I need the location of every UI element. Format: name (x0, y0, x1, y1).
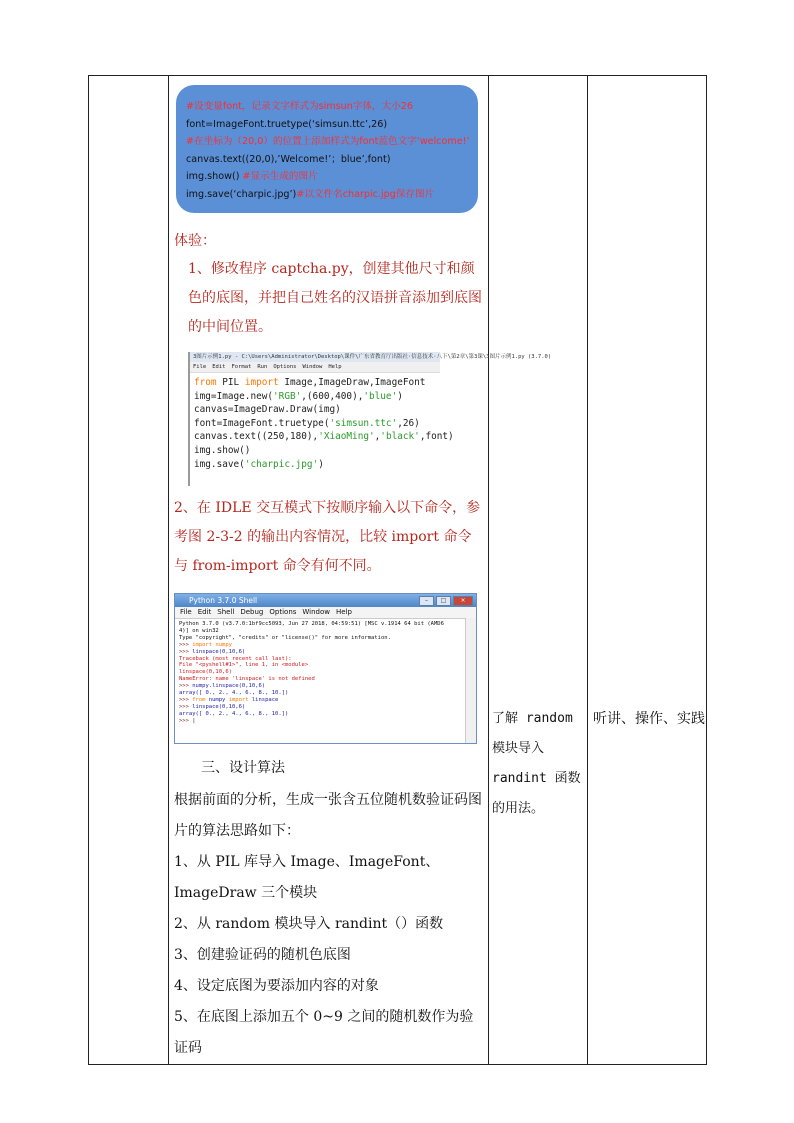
window-controls (419, 596, 473, 606)
code-text: PIL (216, 377, 245, 388)
experience-heading: 体验： (174, 233, 216, 249)
code-text: , (374, 431, 381, 443)
shell-output-line: array([ 0., 2., 4., 6., 8., 10.]) (179, 710, 289, 717)
menu-file: File (193, 364, 207, 370)
shell-input: numpy.linspace(0,10,6) (192, 683, 266, 690)
shell-line (179, 649, 476, 656)
table-column-divider-3 (587, 76, 588, 1064)
shell-output (175, 619, 476, 725)
shell-error-line: linspace(0,10,6) (179, 669, 232, 676)
menu-help: Help (328, 364, 342, 370)
prompt: >>> (179, 648, 193, 655)
editor-menu-bar (190, 362, 440, 373)
code-text: ,(600,400), (301, 390, 364, 402)
algorithm-step-3: 3、创建验证码的随机色底图 (174, 947, 351, 963)
menu-run: Run (257, 364, 268, 370)
code-text: ) (397, 390, 403, 402)
algorithm-step-1: 1、从 PIL 库导入 Image、ImageFont、ImageDraw 三个模块 (174, 854, 440, 901)
idle-editor-screenshot (188, 352, 552, 486)
code-text: canvas.text((250,180), (194, 431, 319, 443)
shell-output-line: array([ 0., 2., 4., 6., 8., 10.]) (179, 690, 289, 697)
code-text: font=ImageFont.truetype( (194, 417, 330, 429)
close-icon: × (453, 596, 473, 606)
algorithm-heading: 三、设计算法 (201, 760, 285, 776)
code-comment-line: #在坐标为（20,0）的位置上添加样式为font蓝色文字‘welcome!’ (186, 136, 470, 148)
code-comment-line: #设变量font，记录文字样式为simsun字体，大小26 (186, 101, 414, 112)
shell-input: numpy (205, 696, 229, 703)
editor-code-line (194, 390, 440, 404)
shell-title-bar (175, 594, 476, 607)
string-literal: 'RGB' (273, 390, 302, 402)
editor-code-line: canvas=ImageDraw.Draw(img) (194, 404, 341, 416)
shell-menu-bar (175, 607, 476, 619)
code-text: ) (318, 458, 324, 470)
python-shell-screenshot (174, 593, 477, 744)
shell-input: import numpy (192, 641, 232, 648)
string-literal: 'black' (380, 431, 420, 443)
code-text: Image,ImageDraw,ImageFont (278, 377, 426, 388)
experience-item-1: 1、修改程序 captcha.py，创建其他尺寸和颜色的底图，并把自己姓名的汉语拼音添加到底图的中间位置。 (188, 261, 482, 335)
cursor: | (192, 717, 196, 724)
student-activity-cell: 听讲、操作、实践 (593, 711, 705, 727)
shell-error-line: NameError: name 'linspace' is not defined (179, 676, 315, 683)
shell-input: linspace(0,10,6) (192, 703, 246, 710)
menu-window: Window (302, 364, 323, 370)
shell-input: linspace(0,10,6) (192, 648, 246, 655)
menu-edit: Edit (212, 364, 226, 370)
shell-line (179, 683, 476, 690)
prompt: >>> (179, 717, 193, 724)
code-line: font=ImageFont.truetype(‘simsun.ttc’,26) (186, 118, 388, 130)
code-line: canvas.text((20,0),’Welcome!’；blue’,font) (186, 153, 391, 165)
editor-code-line (194, 376, 440, 390)
minimize-icon: – (419, 596, 434, 606)
code-text: ,26) (397, 417, 420, 429)
maximize-icon: □ (436, 596, 451, 606)
algorithm-step-2: 2、从 random 模块导入 randint（）函数 (174, 916, 444, 932)
keyword: from (194, 377, 217, 388)
prompt: >>> (179, 703, 193, 710)
code-text: img=Image.new( (194, 390, 274, 402)
keyword: from (192, 696, 206, 703)
menu-file: File (180, 608, 192, 616)
code-text: img.show() (186, 171, 240, 183)
prompt: >>> (179, 683, 193, 690)
shell-title: Python 3.7.0 Shell (189, 596, 258, 605)
keyword: import (228, 696, 249, 703)
code-callout-bubble (176, 85, 478, 213)
experience-item-2: 2、在 IDLE 交互模式下按顺序输入以下命令，参考图 2-3-2 的输出内容情况，比较 import 命令与 from-import 命令有何不同。 (174, 500, 481, 574)
menu-debug: Debug (240, 608, 264, 616)
code-text: img.save(‘charpic.jpg’) (186, 188, 297, 200)
code-line (186, 168, 468, 186)
prompt: >>> (179, 641, 193, 648)
shell-error-line: Traceback (most recent call last): (179, 655, 292, 662)
string-literal: 'XiaoMing' (318, 431, 375, 443)
shell-line (179, 718, 476, 725)
table-column-divider-2 (488, 76, 489, 1064)
menu-options: Options (273, 364, 297, 370)
shell-line (179, 704, 476, 711)
menu-edit: Edit (197, 608, 212, 616)
menu-options: Options (269, 608, 297, 616)
editor-code-line (194, 430, 454, 444)
editor-code (190, 373, 454, 471)
code-text: ,font) (419, 431, 454, 443)
shell-line: Python 3.7.0 (v3.7.0:1bf9cc5093, Jun 27 2018, 04:59:51) [MSC v.1914 64 bit (AMD6 (179, 621, 444, 627)
teaching-objective-cell: 了解 random 模块导入 randint 函数的用法。 (492, 711, 581, 816)
shell-line (179, 697, 476, 704)
code-comment: #以文件名charpic.jpg保存图片 (296, 188, 435, 200)
editor-title-bar: 3图片示例1.py - C:\Users\Administrator\Desktop\课件\广东省教育厅出版社·信息技术·八下\第2章\第3课\3图片示例1.py (3.7.0) (190, 352, 440, 362)
table-column-divider-1 (168, 76, 169, 1064)
shell-line: Type "copyright", "credits" or "license()" for more information. (179, 634, 391, 641)
shell-error-line: File "<pyshell#1>", line 1, in <module> (179, 662, 309, 669)
shell-scrollbar (465, 618, 476, 743)
code-comment: #显示生成的图片 (242, 171, 318, 183)
prompt: >>> (179, 696, 193, 703)
menu-shell: Shell (217, 608, 235, 616)
string-literal: 'charpic.jpg' (244, 458, 319, 470)
keyword: import (244, 377, 279, 388)
algorithm-intro: 根据前面的分析，生成一张含五位随机数验证码图片的算法思路如下： (174, 792, 482, 839)
shell-input: linspace (248, 696, 279, 703)
algorithm-step-4: 4、设定底图为要添加内容的对象 (174, 978, 379, 994)
shell-line: 4)] on win32 (179, 627, 219, 634)
editor-code-line (194, 417, 440, 431)
menu-format: Format (231, 364, 252, 370)
string-literal: 'blue' (363, 390, 398, 402)
shell-line (179, 642, 476, 649)
menu-window: Window (302, 608, 331, 616)
code-text: img.save( (194, 458, 245, 470)
menu-help: Help (336, 608, 352, 616)
editor-code-line: img.show() (194, 444, 251, 456)
string-literal: 'simsun.ttc' (329, 417, 398, 429)
editor-code-line (194, 458, 440, 472)
algorithm-step-5: 5、在底图上添加五个 0~9 之间的随机数作为验证码 (174, 1009, 474, 1056)
code-line (186, 186, 468, 204)
